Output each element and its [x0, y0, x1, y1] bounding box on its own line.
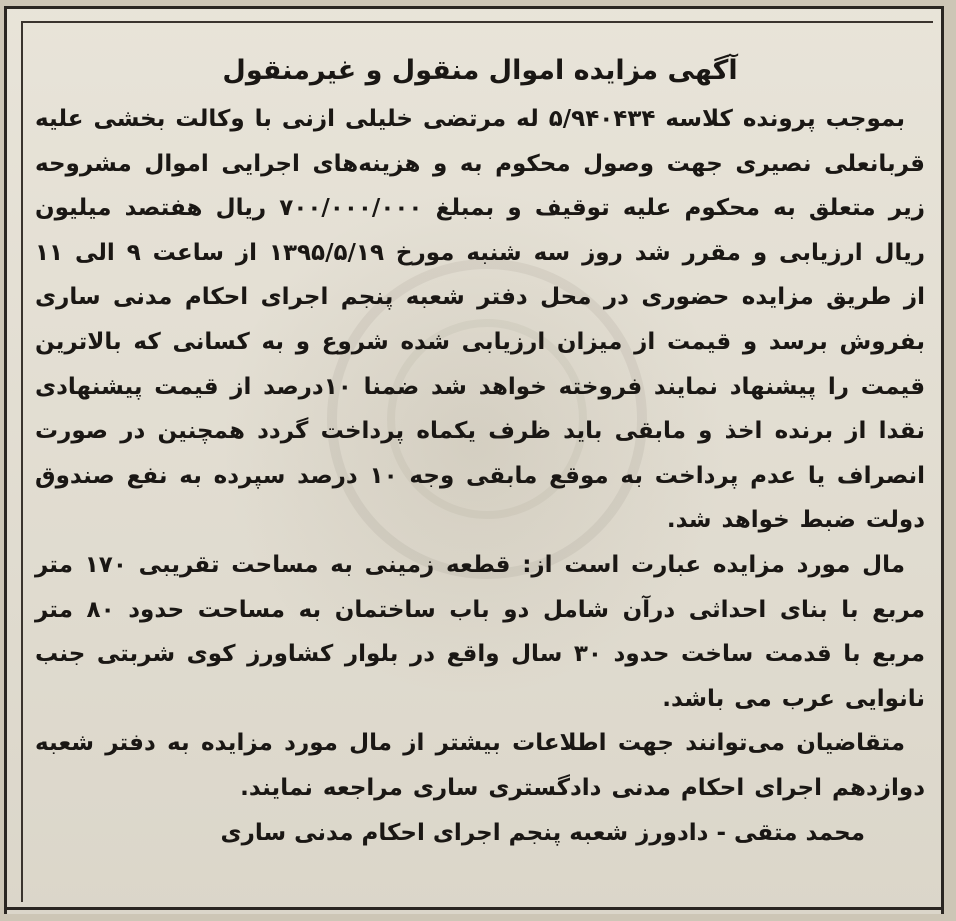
notice-paragraph-property: مال مورد مزایده عبارت است از: قطعه زمینی به مساحت تقریبی ۱۷۰ متر مربع با بنای احداثی درآن شامل دو باب ساختمان به مساحت حدود ۸۰ متر مربع با قدمت ساخت حدود ۳۰ سال واقع در بلوار کشاورز کوی شربتی جنب نانوایی عرب می باشد. — [35, 551, 926, 712]
bottom-border-line — [7, 907, 941, 910]
left-border-line — [21, 21, 23, 902]
notice-paragraph-contact: متقاضیان می‌توانند جهت اطلاعات بیشتر از مال مورد مزایده به دفتر شعبه دوازدهم اجرای احکام مدنی دادگستری ساری مراجعه نمایند. — [35, 730, 925, 801]
notice-paragraph-main: بموجب پرونده کلاسه ۵/۹۴۰۴۳۴ له مرتضی خلیلی ازنی با وکالت بخشی علیه قربانعلی نصیری جهت وصول محکوم به و هزینه‌های اجرایی اموال مشروحه زیر متعلق به محکوم علیه توقیف و بمبلغ ۷۰۰/۰۰۰/۰۰۰ ریال هفتصد میلیون ریال ارزیابی و مقرر شد روز سه شنبه مورخ ۱۳۹۵/۵/۱۹ از ساعت ۹ الی ۱۱ از طریق مزایده حضوری در محل دفتر شعبه پنجم اجرای احکام مدنی ساری بفروش برسد و قیمت از میزان ارزیابی شده شروع و به کسانی که بالاترین قیمت را پیشنهاد نمایند فروخته خواهد شد ضمنا ۱۰درصد از قیمت پیشنهادی نقدا از برنده اخذ و مابقی باید ظرف یکماه پرداخت گردد همچنین در صورت انصراف یا عدم پرداخت به موقع مابقی وجه ۱۰ درصد سپرده به نفع صندوق دولت ضبط خواهد شد. — [35, 106, 926, 534]
newspaper-clipping — [4, 6, 944, 914]
top-border-line — [21, 21, 933, 23]
notice-body — [35, 45, 925, 855]
notice-title: آگهی مزایده اموال منقول و غیرمنقول — [222, 55, 738, 86]
notice-signature: محمد متقی - دادورز شعبه پنجم اجرای احکام مدنی ساری — [220, 819, 865, 846]
